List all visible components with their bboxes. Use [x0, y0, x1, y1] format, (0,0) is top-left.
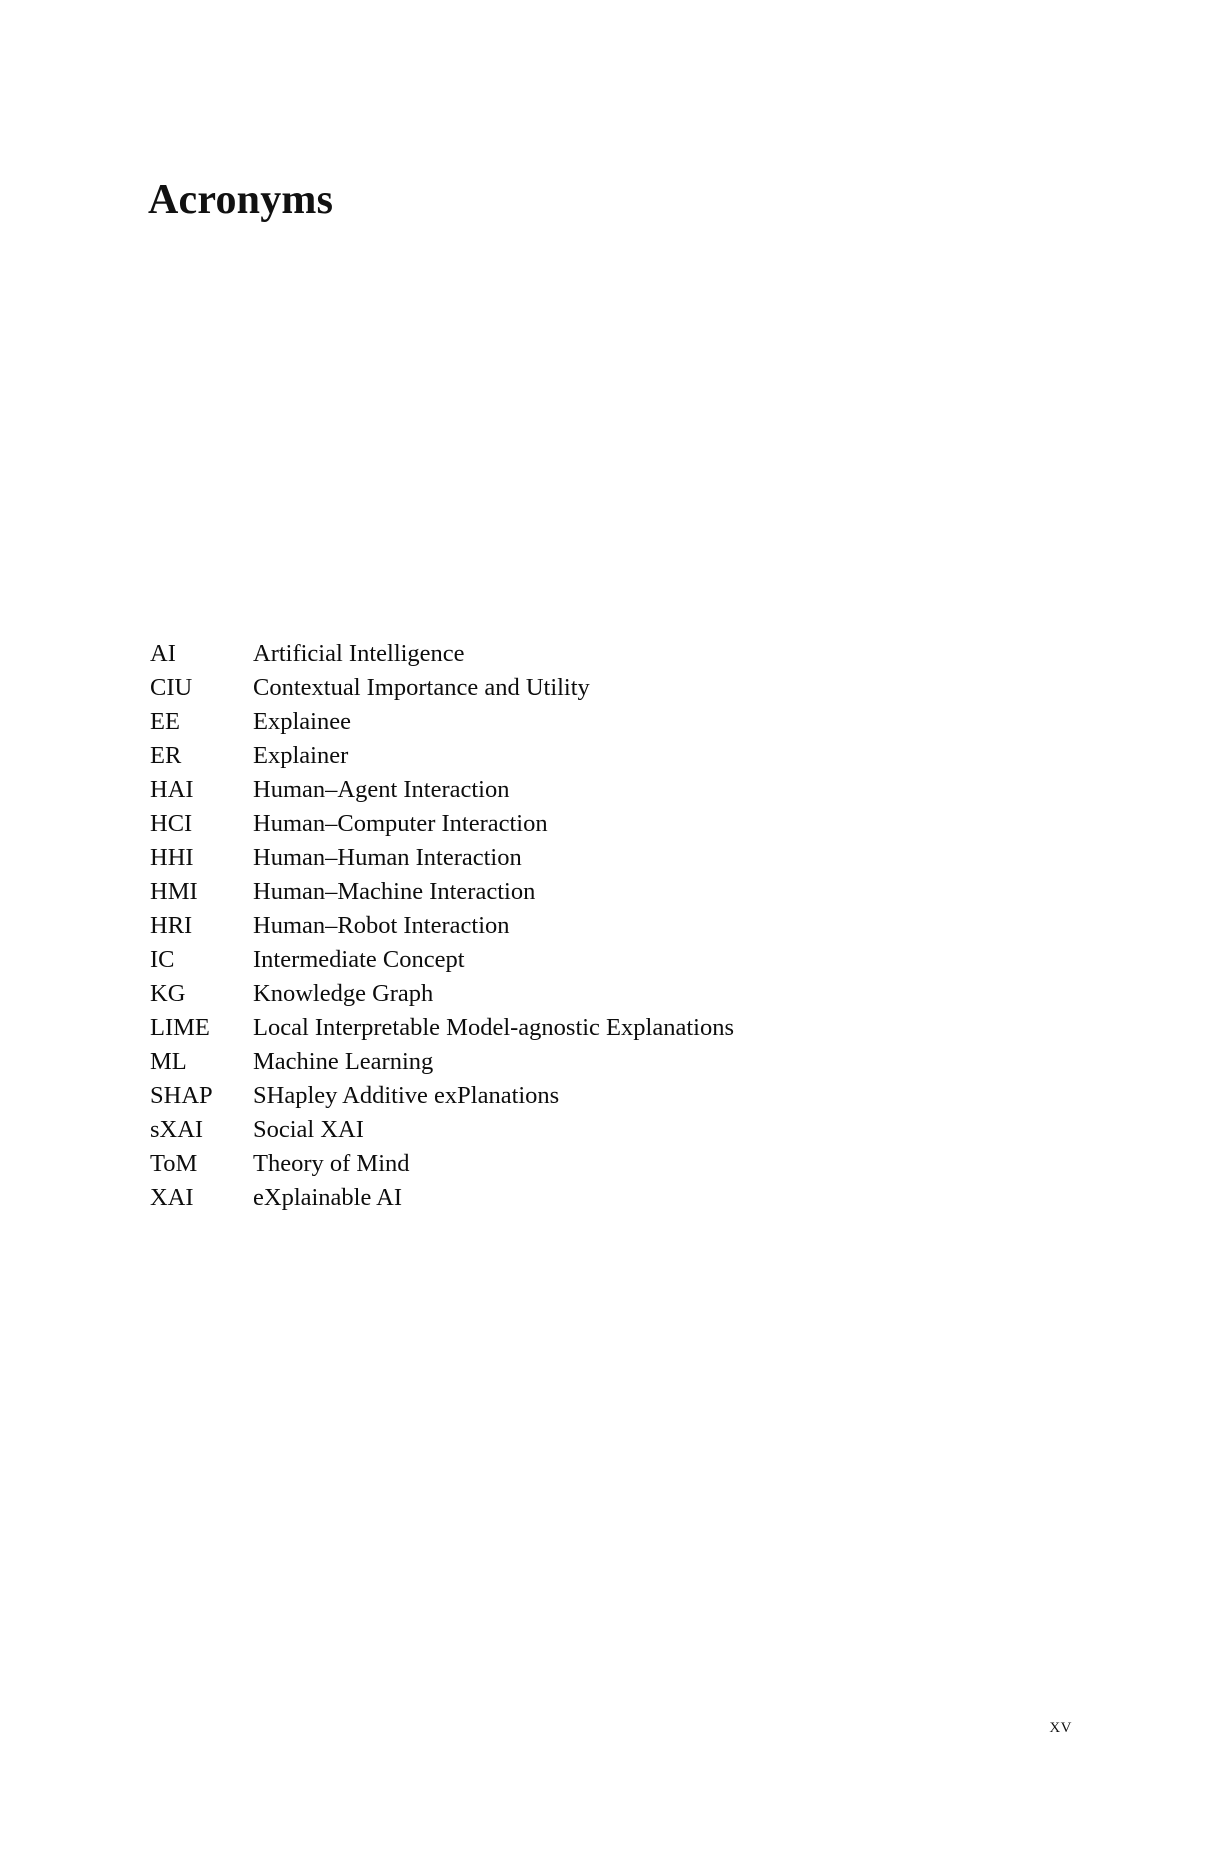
- acronym-entry: [150, 739, 1010, 773]
- acronym-entry: [150, 705, 1010, 739]
- acronym-definition: Human–Machine Interaction: [253, 878, 536, 905]
- acronym-entry: [150, 1113, 1010, 1147]
- acronym-entry: [150, 875, 1010, 909]
- acronym-definition: eXplainable AI: [253, 1184, 402, 1211]
- acronym-definition: Explainer: [253, 742, 349, 769]
- acronym-entry: [150, 1181, 1010, 1215]
- acronym-entry: [150, 1011, 1010, 1045]
- acronym-entry: [150, 773, 1010, 807]
- acronym-definition: Human–Robot Interaction: [253, 912, 510, 939]
- acronym-entry: [150, 841, 1010, 875]
- acronym-term: XAI: [150, 1184, 194, 1211]
- acronym-term: HMI: [150, 878, 198, 905]
- acronym-list: [150, 637, 1010, 1215]
- acronym-definition: Contextual Importance and Utility: [253, 674, 590, 701]
- acronym-entry: [150, 1045, 1010, 1079]
- acronym-definition: SHapley Additive exPlanations: [253, 1082, 560, 1109]
- acronym-entry: [150, 637, 1010, 671]
- acronym-term: ML: [150, 1048, 187, 1075]
- acronym-definition: Human–Human Interaction: [253, 844, 522, 871]
- acronym-definition: Human–Computer Interaction: [253, 810, 548, 837]
- acronym-definition: Human–Agent Interaction: [253, 776, 510, 803]
- acronym-term: EE: [150, 708, 180, 735]
- acronym-term: IC: [150, 946, 175, 973]
- acronym-definition: Intermediate Concept: [253, 946, 465, 973]
- acronym-entry: [150, 1147, 1010, 1181]
- acronym-term: ER: [150, 742, 182, 769]
- acronym-entry: [150, 909, 1010, 943]
- acronym-entry: [150, 1079, 1010, 1113]
- acronym-entry: [150, 671, 1010, 705]
- acronym-definition: Machine Learning: [253, 1048, 434, 1075]
- acronym-term: CIU: [150, 674, 193, 701]
- acronym-definition: Explainee: [253, 708, 351, 735]
- acronym-term: HRI: [150, 912, 193, 939]
- acronym-definition: Theory of Mind: [253, 1150, 410, 1177]
- acronym-entry: [150, 977, 1010, 1011]
- acronym-term: AI: [150, 640, 176, 667]
- acronym-term: HHI: [150, 844, 194, 871]
- acronym-term: KG: [150, 980, 186, 1007]
- acronym-definition: Knowledge Graph: [253, 980, 434, 1007]
- page-title: Acronyms: [148, 177, 334, 224]
- acronym-term: SHAP: [150, 1082, 213, 1109]
- page-number: xv: [1049, 1713, 1072, 1737]
- acronym-definition: Social XAI: [253, 1116, 364, 1143]
- acronym-term: LIME: [150, 1014, 210, 1041]
- acronym-term: ToM: [150, 1150, 198, 1177]
- acronym-definition: Artificial Intelligence: [253, 640, 465, 667]
- acronym-term: sXAI: [150, 1116, 204, 1143]
- acronym-term: HCI: [150, 810, 193, 837]
- acronym-definition: Local Interpretable Model-agnostic Explanations: [253, 1014, 734, 1041]
- acronym-entry: [150, 807, 1010, 841]
- acronym-term: HAI: [150, 776, 194, 803]
- acronym-entry: [150, 943, 1010, 977]
